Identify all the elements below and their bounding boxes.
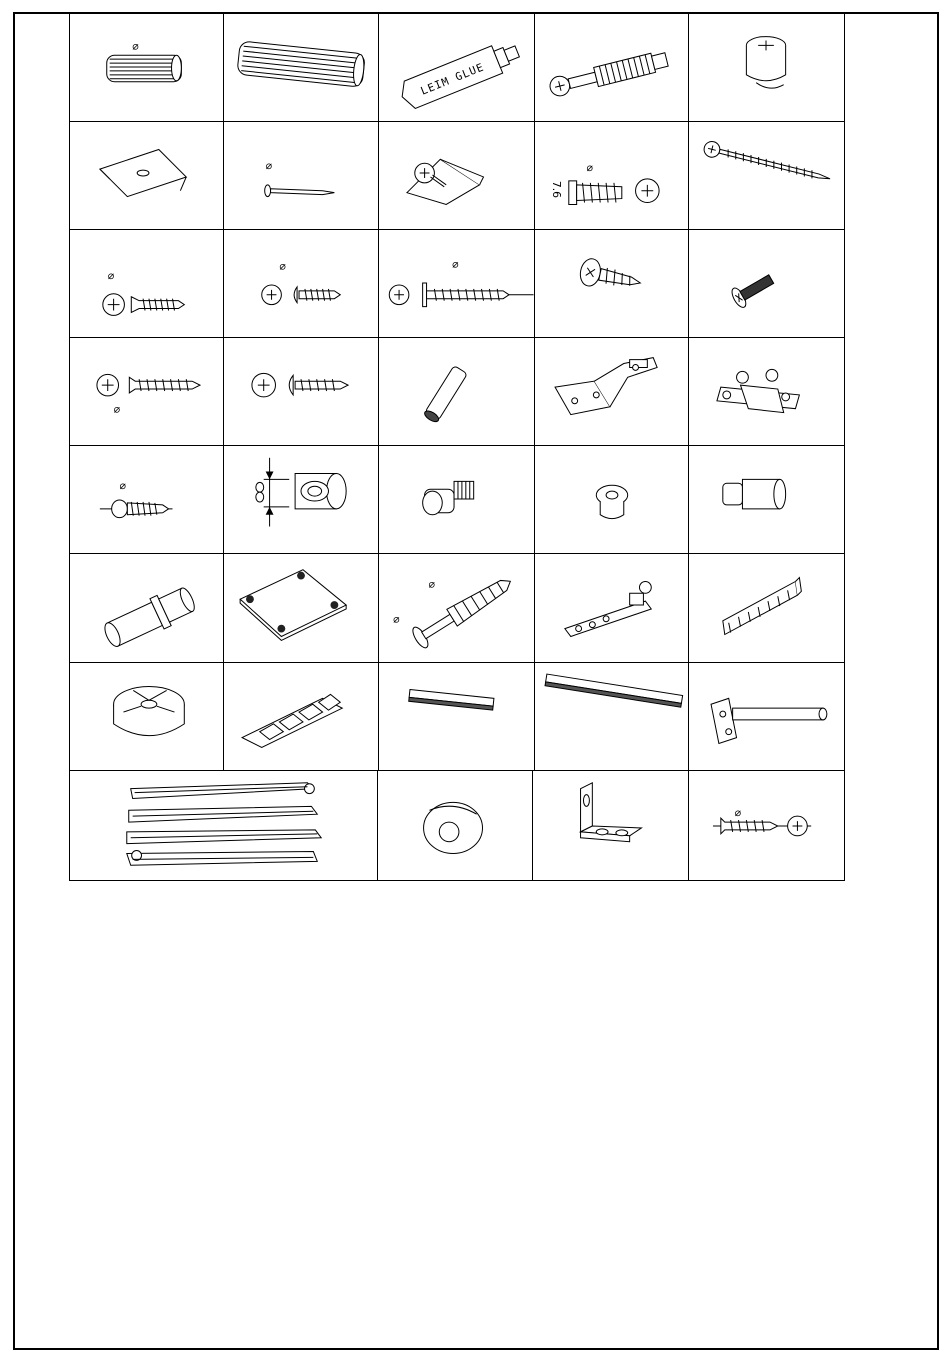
cell-glue-tube bbox=[378, 13, 535, 122]
cell-hinge-mounting-plate bbox=[688, 337, 845, 446]
square-plate-icon bbox=[224, 554, 378, 662]
cell-wall-plug-with-screw bbox=[378, 553, 535, 663]
diameter-mark: ⌀ bbox=[279, 259, 286, 273]
wall-plug-icon bbox=[379, 554, 534, 662]
cam-lock-icon bbox=[689, 14, 844, 121]
cell-drawer-slides bbox=[69, 770, 378, 881]
cabinet-hinge-icon bbox=[535, 338, 688, 445]
cell-plastic-corner-block bbox=[378, 121, 535, 230]
machine-screw-icon bbox=[689, 230, 844, 337]
short-rail-icon bbox=[379, 663, 534, 770]
angle-bracket-icon bbox=[533, 771, 688, 880]
wooden-dowel-icon bbox=[70, 14, 223, 121]
cell-machine-screw bbox=[688, 229, 845, 338]
diameter-mark: ⌀ bbox=[265, 159, 273, 173]
cell-cam-lock bbox=[688, 13, 845, 122]
cell-euro-screw bbox=[534, 121, 689, 230]
diameter-mark-2: ⌀ bbox=[393, 612, 400, 626]
strike-plate-icon bbox=[535, 554, 688, 662]
shelf-peg-icon bbox=[379, 446, 534, 553]
bumper-pads-icon bbox=[224, 663, 378, 770]
shelf-pin-icon bbox=[70, 554, 223, 662]
small-screw-icon bbox=[70, 446, 223, 553]
truss-head-screw-icon bbox=[535, 230, 688, 337]
diameter-mark: ⌀ bbox=[586, 161, 593, 175]
drawer-slides-icon bbox=[70, 771, 377, 880]
cell-countersunk-screw-2 bbox=[69, 337, 224, 446]
cam-bolt-icon bbox=[535, 14, 688, 121]
sleeve-icon bbox=[689, 446, 844, 553]
cell-short-rail bbox=[378, 662, 535, 771]
bushing-icon bbox=[535, 446, 688, 553]
long-dowel-icon bbox=[224, 14, 378, 121]
cell-countersunk-screw bbox=[69, 229, 224, 338]
cell-adhesive-bumper-pads bbox=[223, 662, 379, 771]
cell-screw-with-head-view bbox=[688, 770, 845, 881]
cell-plastic-sleeve bbox=[688, 445, 845, 554]
cell-square-mounting-plate bbox=[223, 553, 379, 663]
cell-knob bbox=[377, 770, 533, 881]
cell-truss-head-screw bbox=[534, 229, 689, 338]
cell-furniture-foot bbox=[69, 662, 224, 771]
glue-tube-icon bbox=[379, 14, 534, 121]
glue-label: LEIM GLUE bbox=[418, 60, 487, 98]
cell-felt-pad-ring bbox=[223, 445, 379, 554]
hinge-plate-icon bbox=[689, 338, 844, 445]
diameter-mark: ⌀ bbox=[113, 402, 121, 416]
cell-long-rail bbox=[534, 662, 689, 771]
diameter-mark: ⌀ bbox=[132, 39, 139, 53]
diameter-mark: ⌀ bbox=[428, 577, 436, 591]
cell-metal-pin bbox=[378, 337, 535, 446]
cell-long-wooden-dowel bbox=[223, 13, 379, 122]
cell-long-wood-screw bbox=[688, 121, 845, 230]
furniture-foot-icon bbox=[70, 663, 223, 770]
pan-head-screw-2-icon bbox=[224, 338, 378, 445]
cell-pan-head-screw bbox=[223, 229, 379, 338]
cell-plastic-bushing bbox=[534, 445, 689, 554]
rail-bracket-icon bbox=[689, 554, 844, 662]
nail-icon bbox=[224, 122, 378, 229]
long-screw-icon bbox=[689, 122, 844, 229]
cell-nail bbox=[223, 121, 379, 230]
diameter-mark: ⌀ bbox=[734, 806, 742, 820]
cell-wooden-dowel bbox=[69, 13, 224, 122]
knob-icon bbox=[378, 771, 532, 880]
diameter-mark: ⌀ bbox=[452, 257, 459, 271]
long-rail-icon bbox=[535, 663, 688, 770]
diameter-mark: ⌀ bbox=[119, 479, 127, 493]
bracket-plate-icon bbox=[70, 122, 223, 229]
cell-wafer-head-screw bbox=[378, 229, 535, 338]
diameter-mark: ⌀ bbox=[107, 269, 115, 283]
euro-screw-icon bbox=[535, 122, 688, 229]
felt-pad-ring-icon bbox=[224, 446, 378, 553]
wafer-head-screw-icon bbox=[379, 230, 534, 337]
cell-shelf-support-peg bbox=[378, 445, 535, 554]
cell-cabinet-hinge bbox=[534, 337, 689, 446]
cell-shelf-pin bbox=[69, 553, 224, 663]
cell-lock-strike-plate bbox=[534, 553, 689, 663]
screw-head-view-icon bbox=[689, 771, 844, 880]
cell-hanging-rail-bracket bbox=[688, 553, 845, 663]
countersunk-screw-2-icon bbox=[70, 338, 223, 445]
cell-angle-bracket bbox=[532, 770, 689, 881]
pan-head-screw-icon bbox=[224, 230, 378, 337]
cell-small-screw bbox=[69, 445, 224, 554]
countersunk-screw-icon bbox=[70, 230, 223, 337]
length-mark: 7.6 bbox=[550, 180, 564, 199]
cell-pan-head-screw-2 bbox=[223, 337, 379, 446]
corner-block-icon bbox=[379, 122, 534, 229]
cell-cam-bolt bbox=[534, 13, 689, 122]
metal-pin-icon bbox=[379, 338, 534, 445]
cell-hanging-rod-with-flange bbox=[688, 662, 845, 771]
hanging-rod-icon bbox=[689, 663, 844, 770]
cell-metal-bracket-plate bbox=[69, 121, 224, 230]
